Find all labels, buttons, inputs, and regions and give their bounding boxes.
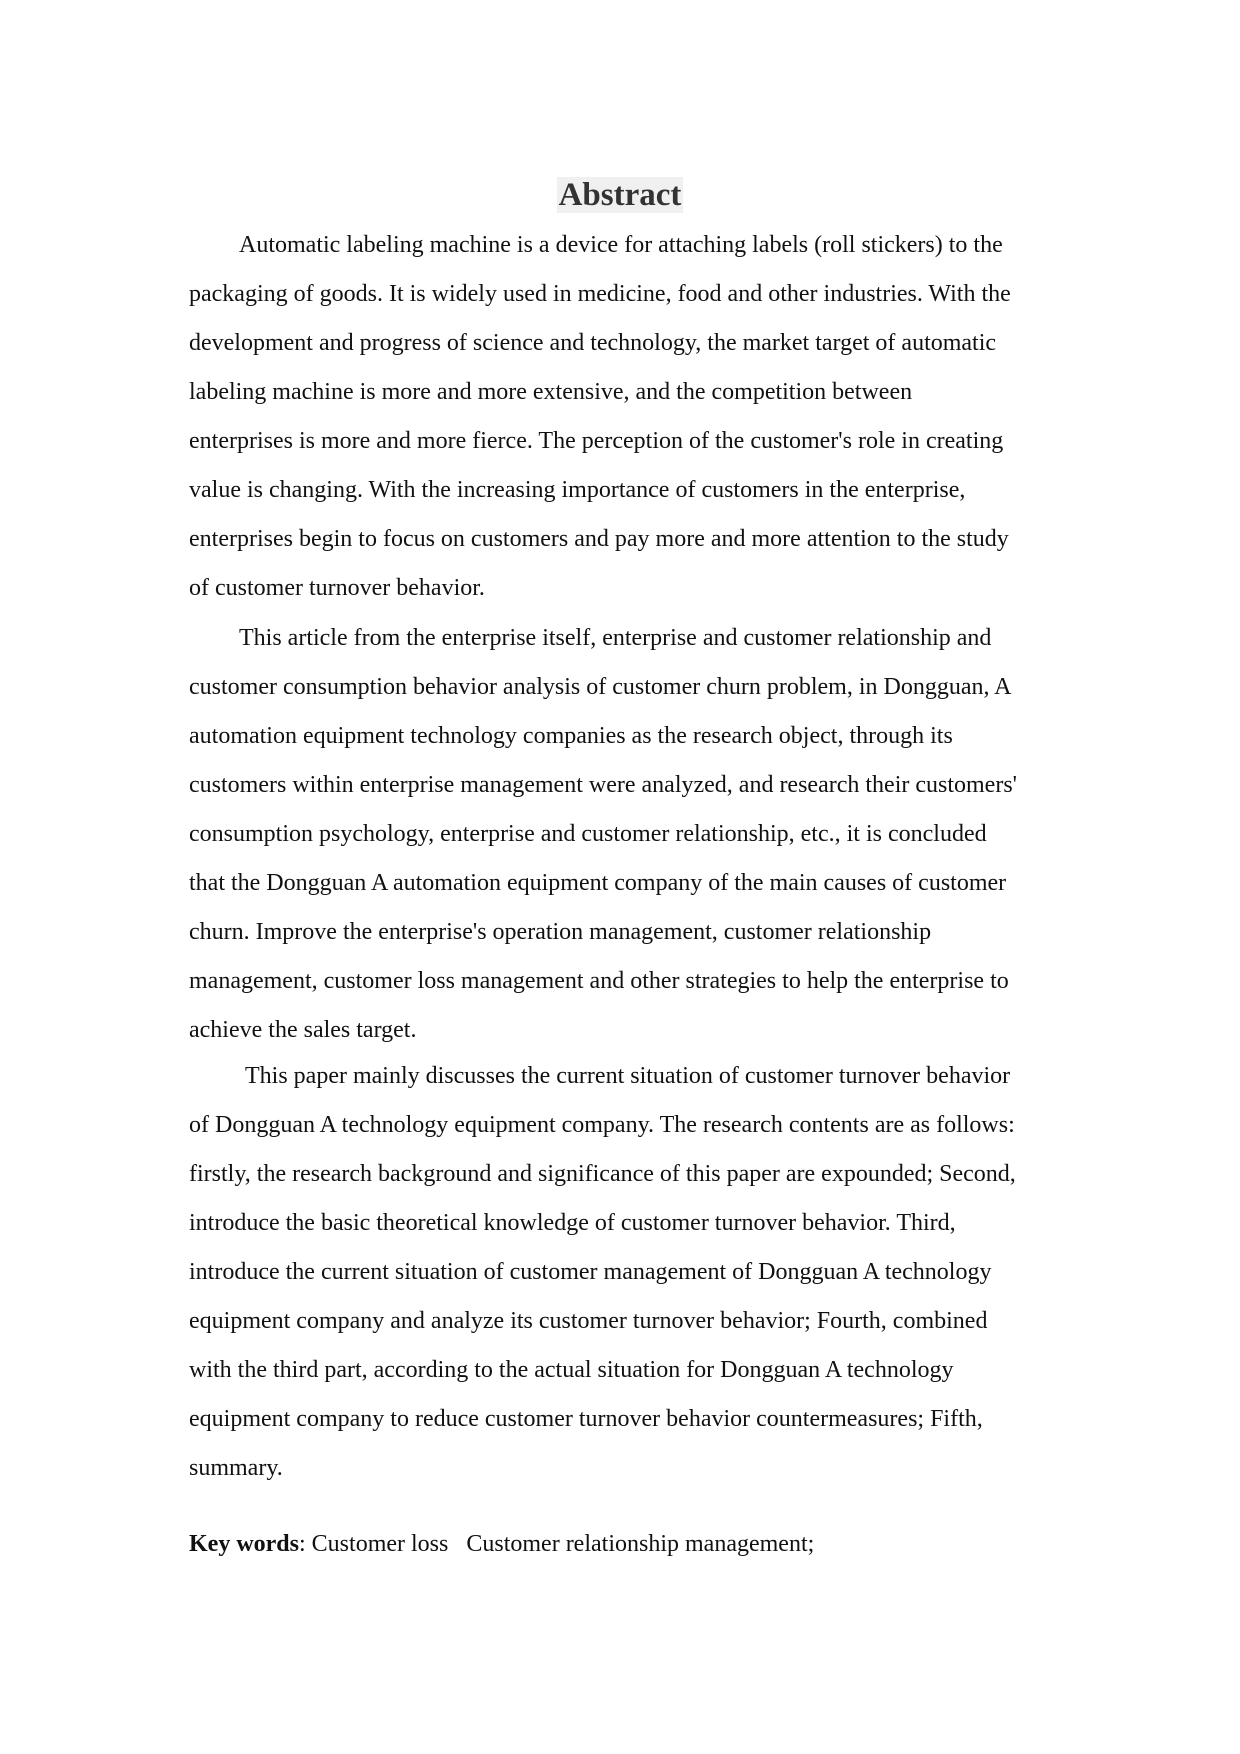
text-line: of customer turnover behavior. [189, 575, 485, 601]
keywords-separator: : [299, 1531, 306, 1557]
text-line: automation equipment technology companies as the research object, through its [189, 723, 953, 749]
paragraph-3-text [189, 1052, 1049, 1493]
text-line: consumption psychology, enterprise and customer relationship, etc., it is concluded [189, 821, 987, 847]
text-line: labeling machine is more and more extensive, and the competition between [189, 379, 913, 405]
text-line: equipment company to reduce customer turnover behavior countermeasures; Fifth, [189, 1406, 983, 1432]
text-line: equipment company and analyze its customer turnover behavior; Fourth, combined [189, 1308, 988, 1334]
text-line: with the third part, according to the actual situation for Dongguan A technology [189, 1357, 954, 1383]
text-line: development and progress of science and technology, the market target of automatic [189, 330, 997, 356]
text-line: enterprises begin to focus on customers and pay more and more attention to the study [189, 526, 1009, 552]
paragraph-3 [189, 1052, 1049, 1493]
text-line: management, customer loss management and other strategies to help the enterprise to [189, 968, 1009, 994]
text-line: introduce the current situation of customer management of Dongguan A technology [189, 1259, 992, 1285]
keywords-line [189, 1524, 814, 1564]
paragraph-2 [189, 614, 1049, 1055]
text-line: customer consumption behavior analysis of customer churn problem, in Dongguan, A [189, 674, 1012, 700]
text-line: Automatic labeling machine is a device for attaching labels (roll stickers) to the [239, 232, 1003, 258]
text-line: customers within enterprise management were analyzed, and research their customers' [189, 772, 1017, 798]
text-line: enterprises is more and more fierce. The perception of the customer's role in creating [189, 428, 1004, 454]
text-line: churn. Improve the enterprise's operation management, customer relationship [189, 919, 932, 945]
text-line: summary. [189, 1455, 283, 1481]
text-line: that the Dongguan A automation equipment company of the main causes of customer [189, 870, 1007, 896]
keyword-item: Customer relationship management; [466, 1531, 815, 1557]
keyword-item: Customer loss [311, 1531, 449, 1557]
text-line: This article from the enterprise itself, enterprise and customer relationship and [239, 625, 992, 651]
text-line: of Dongguan A technology equipment company. The research contents are as follows: [189, 1112, 1015, 1138]
text-line: achieve the sales target. [189, 1017, 417, 1043]
paragraph-1 [189, 221, 1049, 613]
keywords-label: Key words [189, 1531, 299, 1557]
text-line: This paper mainly discusses the current situation of customer turnover behavior [245, 1063, 1011, 1089]
text-line: packaging of goods. It is widely used in medicine, food and other industries. With the [189, 281, 1011, 307]
abstract-title [0, 172, 1240, 218]
paragraph-2-text [189, 614, 1049, 1055]
text-line: introduce the basic theoretical knowledge of customer turnover behavior. Third, [189, 1210, 956, 1236]
abstract-title-text: Abstract [558, 177, 682, 213]
text-line: firstly, the research background and significance of this paper are expounded; Second, [189, 1161, 1016, 1187]
text-line: value is changing. With the increasing importance of customers in the enterprise, [189, 477, 966, 503]
paragraph-1-text [189, 221, 1049, 613]
